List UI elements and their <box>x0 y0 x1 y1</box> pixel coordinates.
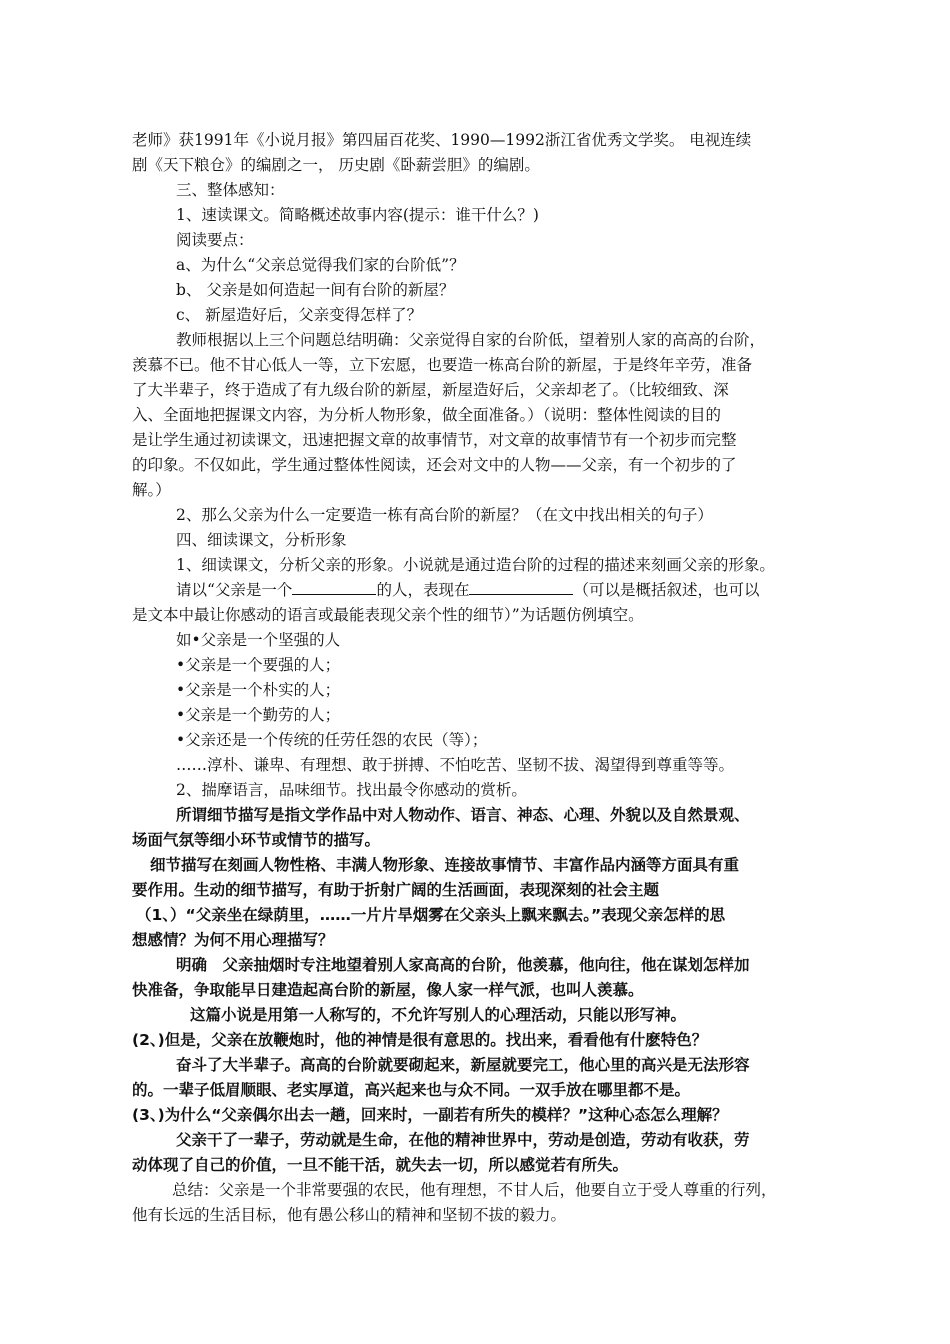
text-line: •父亲是一个要强的人； <box>176 656 341 674</box>
text-line: 了大半辈子，终于造成了有九级台阶的新屋，新屋造好后，父亲却老了。（比较细致、深 <box>132 381 729 399</box>
bold-text-line: 想感情？为何不用心理描写？ <box>132 931 334 949</box>
blank-underline <box>469 580 573 595</box>
text-line: 他有长远的生活目标，他有愚公移山的精神和坚韧不拔的毅力。 <box>132 1206 567 1224</box>
bold-text-line: 细节描写在刻画人物性格、丰满人物形象、连接故事情节、丰富作品内涵等方面具有重 <box>150 856 740 874</box>
text-line: 的印象。不仅如此，学生通过整体性阅读，还会对文中的人物——父亲，有一个初步的了 <box>132 456 737 474</box>
bold-text-line: 所谓细节描写是指文学作品中对人物动作、语言、神态、心理、外貌以及自然景观、 <box>176 806 750 824</box>
text-line: 老师》获1991年《小说月报》第四届百花奖、1990—1992浙江省优秀文学奖。 电视连续 <box>132 131 752 149</box>
bold-text-line: 要作用。生动的细节描写，有助于折射广阔的生活画面，表现深刻的社会主题 <box>132 881 660 899</box>
bold-text-line: (2、)但是，父亲在放鞭炮时，他的神情是很有意思的。找出来，看看他有什麽特色？ <box>132 1031 708 1049</box>
bold-text-line: （1、）“父亲坐在绿荫里，……一片片旱烟雾在父亲头上飘来飘去。”表现父亲怎样的思 <box>136 906 726 924</box>
bold-text-line: 明确 父亲抽烟时专注地望着别人家高高的台阶，他羡慕，他向往，他在谋划怎样加 <box>176 956 750 974</box>
text-line: 入、全面地把握课文内容，为分析人物形象，做全面准备。）（说明：整体性阅读的目的 <box>132 406 722 424</box>
text-line: 如•父亲是一个坚强的人 <box>176 631 341 649</box>
text-line: •父亲是一个勤劳的人； <box>176 706 341 724</box>
text-line: •父亲是一个朴实的人； <box>176 681 341 699</box>
section-heading: 三、整体感知： <box>176 181 285 199</box>
text-line: ……淳朴、谦卑、有理想、敢于拼搏、不怕吃苦、坚韧不拔、渴望得到尊重等等。 <box>176 756 735 774</box>
text-line: b、 父亲是如何造起一间有台阶的新屋？ <box>176 281 455 299</box>
text-line: 阅读要点： <box>176 231 254 249</box>
bold-text-line: 父亲干了一辈子，劳动就是生命，在他的精神世界中，劳动是创造，劳动有收获，劳 <box>176 1131 750 1149</box>
bold-text-line: (3、)为什么“父亲偶尔出去一趟，回来时，一副若有所失的模样？”这种心态怎么理解？ <box>132 1106 728 1124</box>
bold-text-line: 快准备，争取能早日建造起高台阶的新屋，像人家一样气派，也叫人羡慕。 <box>132 981 644 999</box>
text-line: a、为什么“父亲总觉得我们家的台阶低”？ <box>176 256 465 274</box>
bold-text-line: 动体现了自己的价值，一旦不能干活，就失去一切，所以感觉若有所失。 <box>132 1156 629 1174</box>
bold-text-line: 这篇小说是用第一人称写的，不允许写别人的心理活动，只能以形写神。 <box>190 1006 687 1024</box>
section-heading: 四、细读课文，分析形象 <box>176 531 347 549</box>
text-line: 2、揣摩语言，品味细节。找出最令你感动的赏析。 <box>176 781 527 799</box>
text-segment: （可以是概括叙述，也可以 <box>573 581 760 599</box>
text-segment: 的人，表现在 <box>376 581 470 599</box>
text-line: 是让学生通过初读课文，迅速把握文章的故事情节，对文章的故事情节有一个初步而完整 <box>132 431 737 449</box>
text-line: •父亲还是一个传统的任劳任怨的农民（等）； <box>176 731 488 749</box>
bold-text-line: 的。一辈子低眉顺眼、老实厚道，高兴起来也与众不同。一双手放在哪里都不是。 <box>132 1081 691 1099</box>
text-line: 总结：父亲是一个非常要强的农民，他有理想，不甘人后，他要自立于受人尊重的行列， <box>172 1181 777 1199</box>
fill-in-line <box>176 580 759 600</box>
text-line: 是文本中最让你感动的语言或最能表现父亲个性的细节）”为话题仿例填空。 <box>132 606 644 624</box>
text-line: 教师根据以上三个问题总结明确：父亲觉得自家的台阶低，望着别人家的高高的台阶， <box>176 331 766 349</box>
text-line: 1、速读课文。简略概述故事内容(提示：谁干什么？) <box>176 206 539 224</box>
bold-text-line: 奋斗了大半辈子。高高的台阶就要砌起来，新屋就要完工，他心里的高兴是无法形容 <box>176 1056 750 1074</box>
text-line: 羡慕不已。他不甘心低人一等，立下宏愿，也要造一栋高台阶的新屋，于是终年辛劳，准备 <box>132 356 753 374</box>
text-line: 1、细读课文，分析父亲的形象。小说就是通过造台阶的过程的描述来刻画父亲的形象。 <box>176 556 775 574</box>
blank-underline <box>292 580 376 595</box>
text-line: 剧《天下粮仓》的编剧之一， 历史剧《卧薪尝胆》的编剧。 <box>132 156 540 174</box>
bold-text-line: 场面气氛等细小环节或情节的描写。 <box>132 831 381 849</box>
text-line: 2、那么父亲为什么一定要造一栋有高台阶的新屋？（在文中找出相关的句子） <box>176 506 713 524</box>
text-segment: 请以“父亲是一个 <box>176 581 293 599</box>
text-line: 解。） <box>132 481 171 499</box>
text-line: c、 新屋造好后，父亲变得怎样了？ <box>176 306 423 324</box>
